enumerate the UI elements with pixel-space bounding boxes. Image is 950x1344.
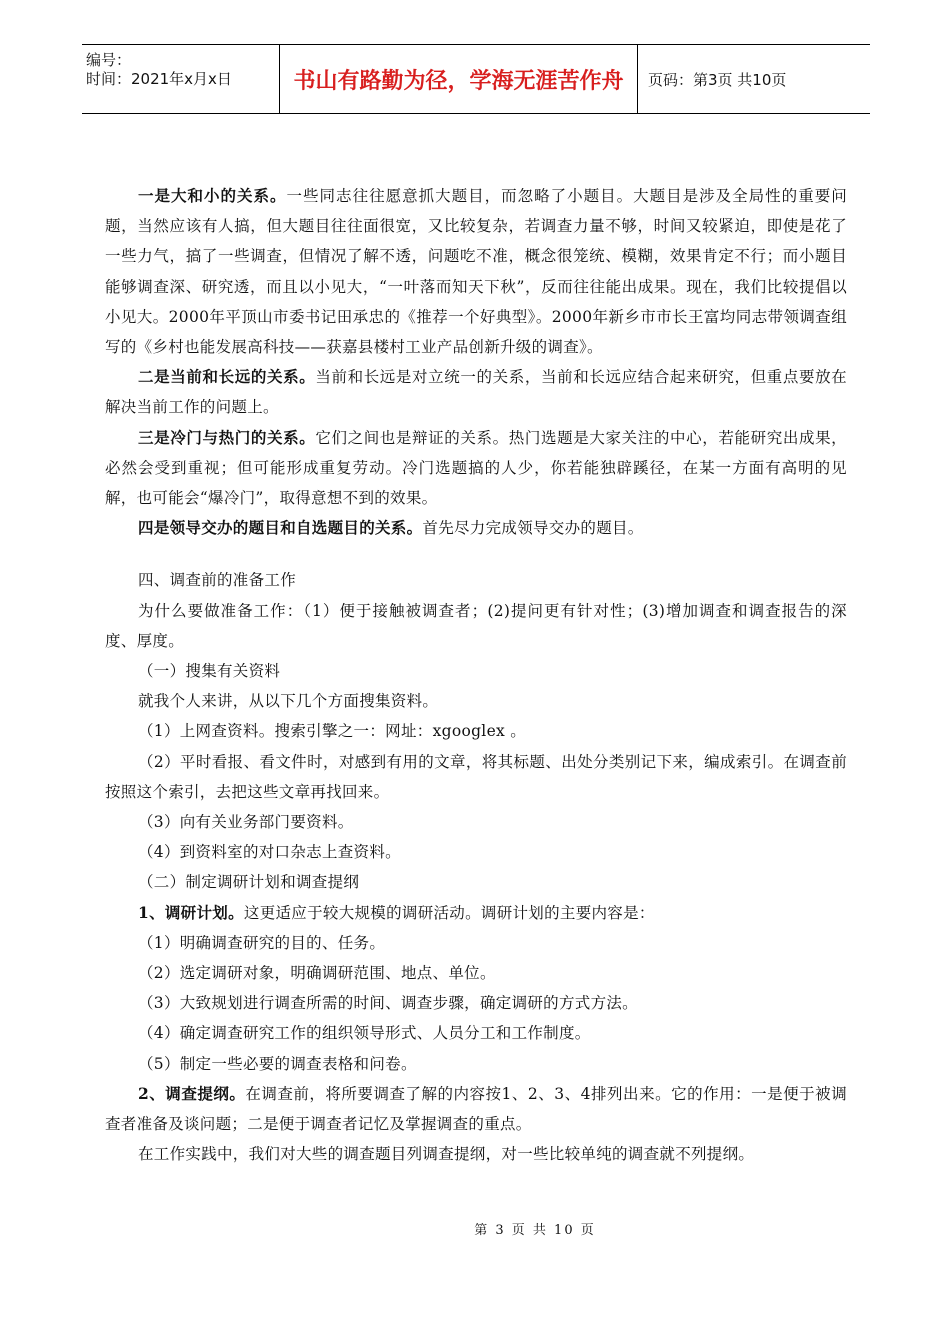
page-header bbox=[82, 44, 870, 114]
list-item: （3）大致规划进行调查所需的时间、调查步骤，确定调研的方式方法。 bbox=[138, 994, 638, 1013]
paragraph-big-small bbox=[105, 181, 847, 362]
header-page-label: 页码：第3页 共10页 bbox=[648, 70, 787, 89]
materials-intro: 就我个人来讲，从以下几个方面搜集资料。 bbox=[138, 692, 439, 711]
paragraph-lead: 2、调查提纲。 bbox=[138, 1083, 246, 1103]
paragraph-text: 首先尽力完成领导交办的题目。 bbox=[422, 519, 644, 538]
list-item: （1）上网查资料。搜索引擎之一：网址：xgooglex 。 bbox=[138, 722, 527, 741]
paragraph-cold-hot bbox=[105, 423, 847, 514]
paragraph-text: 它们之间也是辩证的关系。热门选题是大家关注的中心，若能研究出成果，必然会受到重视；但可能形成重复劳动。冷门选题搞的人少，你若能独辟蹊径，在某一方面有高明的见解，也可能会“爆冷门”，取得意想不到的效果。 bbox=[105, 428, 847, 508]
list-item: （2）平时看报、看文件时，对感到有用的文章，将其标题、出处分类别记下来，编成索引。在调查前按照这个索引，去把这些文章再找回来。 bbox=[105, 752, 847, 801]
list-item: （3）向有关业务部门要资料。 bbox=[138, 813, 354, 832]
paragraph-text: 在调查前，将所要调查了解的内容按1、2、3、4排列出来。它的作用：一是便于被调查者准备及谈问题；二是便于调查者记忆及掌握调查的重点。 bbox=[105, 1084, 847, 1134]
list-item: （2）选定调研对象，明确调研范围、地点、单位。 bbox=[138, 964, 496, 983]
header-info bbox=[82, 45, 280, 113]
paragraph-lead: 一是大和小的关系。 bbox=[138, 186, 287, 205]
paragraph-text: 这更适应于较大规模的调研活动。调研计划的主要内容是： bbox=[243, 903, 655, 922]
paragraph-assigned-self bbox=[105, 513, 847, 543]
list-item: （4）到资料室的对口杂志上查资料。 bbox=[138, 843, 401, 862]
paragraph-lead: 二是当前和长远的关系。 bbox=[138, 367, 316, 387]
outline-paragraph bbox=[105, 1079, 847, 1139]
subsection-title-plan: （二）制定调研计划和调查提纲 bbox=[138, 873, 360, 892]
paragraph-lead: 四是领导交办的题目和自选题目的关系。 bbox=[138, 518, 423, 538]
document-body bbox=[105, 181, 847, 1170]
list-item: （1）明确调查研究的目的、任务。 bbox=[138, 933, 386, 952]
paragraph-lead: 三是冷门与热门的关系。 bbox=[138, 427, 316, 447]
paragraph-current-long-term bbox=[105, 362, 847, 422]
prep-intro: 为什么要做准备工作：（1）便于接触被调查者；(2)提问更有针对性；(3)增加调查和调查报告的深度、厚度。 bbox=[105, 601, 847, 650]
list-item: （5）制定一些必要的调查表格和问卷。 bbox=[138, 1054, 417, 1073]
paragraph-text: 当前和长远是对立统一的关系，当前和长远应结合起来研究，但重点要放在解决当前工作的问题上。 bbox=[105, 368, 847, 417]
subsection-title-materials: （一）搜集有关资料 bbox=[138, 662, 281, 681]
list-item: （4）确定调查研究工作的组织领导形式、人员分工和工作制度。 bbox=[138, 1024, 591, 1043]
section-title: 四、调查前的准备工作 bbox=[138, 571, 297, 590]
number-label: 编号： bbox=[86, 51, 132, 69]
paragraph-lead: 1、调研计划。 bbox=[138, 902, 244, 922]
plan-paragraph bbox=[105, 898, 847, 928]
paragraph-text: 一些同志往往愿意抓大题目，而忽略了小题目。大题目是涉及全局性的重要问题，当然应该有人搞，但大题目往往面很宽，又比较复杂，若调查力量不够，时间又较紧迫，即使是花了一些力气，搞了一些调查，但情况了解不透，问题吃不准，概念很笼统、模糊，效果肯定不行；而小题目能够调查深、研究透，而且以小见大，“一叶落而知天下秋”，反而往往能出成果。现在，我们比较提倡以小见大。2000年平顶山市委书记田承忠的《推荐一个好典型》。2000年新乡市市长王富均同志带领调查组写的《乡村也能发展高科技——获嘉县楼村工业产品创新升级的调查》。 bbox=[105, 187, 848, 357]
page-footer: 第 3 页 共 10 页 bbox=[474, 1223, 596, 1238]
time-label: 时间：2021年x月x日 bbox=[86, 70, 232, 88]
header-motto: 书山有路勤为径，学海无涯苦作舟 bbox=[280, 45, 638, 113]
closing-paragraph: 在工作实践中，我们对大些的调查题目列调查提纲，对一些比较单纯的调查就不列提纲。 bbox=[138, 1145, 755, 1164]
